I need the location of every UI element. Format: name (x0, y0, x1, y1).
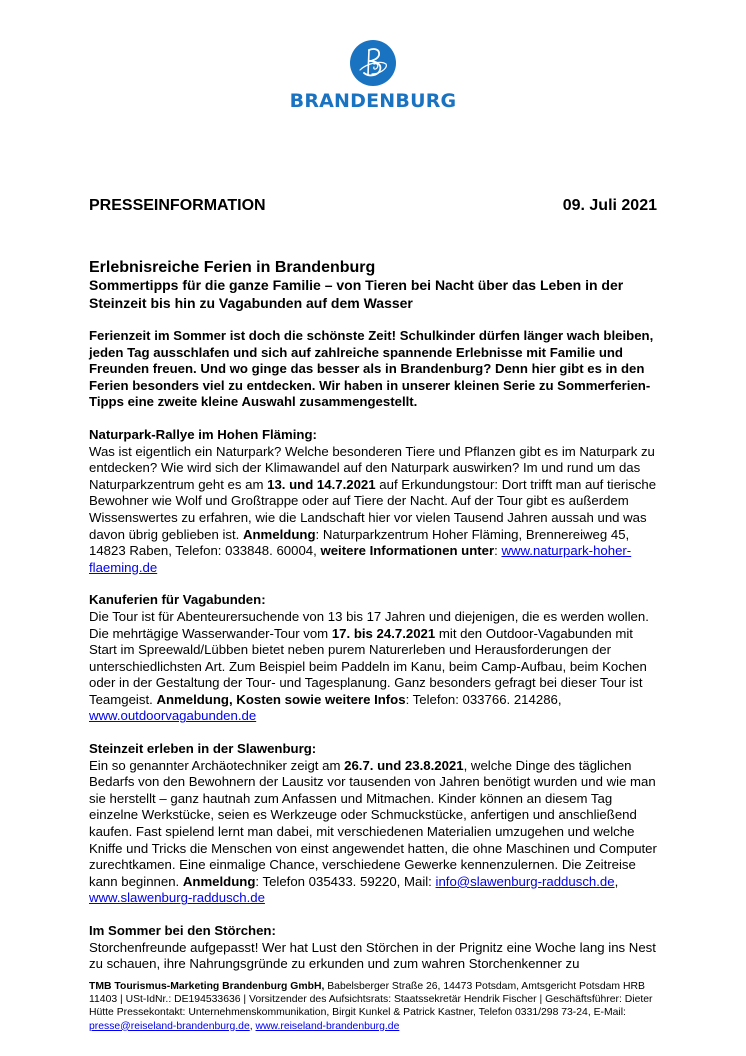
section-body (89, 609, 659, 725)
section-body (89, 758, 659, 907)
body-text: auf Erkundungstour: Dort trifft man auf tierische Bewohner wie Wolf und Großtrappe oder auf Tiere der Nacht. Auf der Tour gibt es außerdem Wissenswertes zu erfahren, wie die Landschaft hier vor vielen Tausend Jahren aussah und was davon übrig geblieben ist. (89, 476, 657, 542)
article (89, 258, 659, 973)
section-heading: Naturpark-Rallye im Hohen Fläming: (89, 426, 317, 442)
article-lead: Ferienzeit im Sommer ist doch die schönste Zeit! Schulkinder dürfen länger wach bleiben, jeden Tag ausschlafen und sich auf zahlreiche spannende Erlebnisse mit Familie und Freunden freuen. Und wo ginge das besser als in Brandenburg? Denn hier gibt es in den Ferien besonders viel zu entdecken. Wir haben in unserer kleinen Serie zu Sommerferien-Tipps eine zweite kleine Auswahl zusammengestellt. (89, 328, 654, 410)
press-header (89, 197, 657, 215)
event-dates: 17. bis 24.7.2021 (331, 625, 436, 641)
article-subtitle: Sommertipps für die ganze Familie – von Tieren bei Nacht über das Leben in der Steinzeit bis hin zu Vagabunden auf dem Wasser (89, 277, 624, 311)
section-stoerche (89, 923, 659, 973)
body-text: : Telefon: 033766. 214286, (405, 691, 562, 707)
more-info-label: weitere Informationen unter (320, 543, 495, 559)
press-date: 09. Juli 2021 (562, 197, 657, 214)
registration-label: Anmeldung, Kosten sowie weitere Infos (156, 691, 406, 707)
footer-company: TMB Tourismus-Marketing Brandenburg GmbH, (89, 981, 325, 992)
slawenburg-email-link[interactable]: info@slawenburg-raddusch.de (435, 873, 615, 889)
event-dates: 26.7. und 23.8.2021 (344, 757, 464, 773)
separator: , (614, 873, 619, 889)
article-title: Erlebnisreiche Ferien in Brandenburg (89, 259, 376, 276)
footer-website-link[interactable]: www.reiseland-brandenburg.de (255, 1020, 400, 1032)
separator: , (249, 1020, 256, 1032)
footer (89, 980, 659, 1033)
brandenburg-b-logo-icon (350, 40, 396, 86)
brand-name: BRANDENBURG (289, 90, 457, 112)
body-text: Ein so genannter Archäotechniker zeigt am (89, 757, 345, 773)
body-text: : Naturparkzentrum Hoher Fläming, Brennereiweg 45, 14823 Raben, Telefon: 033848. 60004, (89, 526, 630, 559)
body-text: : (494, 543, 502, 559)
body-text: Was ist eigentlich ein Naturpark? Welche besonderen Tiere und Pflanzen gibt es im Naturpark zu entdecken? Wie wird sich der Klimawandel auf den Naturpark auswirken? Im und rund um das Naturparkzentrum geht es am (89, 443, 655, 492)
event-dates: 13. und 14.7.2021 (267, 476, 376, 492)
body-text: , welche Dinge des täglichen Bedarfs von den Bewohnern der Lausitz vor tausenden von Jahren benötigt wurden und wie man sie herstellt – ganz hautnah zum Anfassen und Mitmachen. Kinder können an diesem Tag einzelne Werkstücke, seien es Werkzeuge oder Schmuckstücke, anfertigen und anschließend kaufen. Fast spielend lernt man dabei, mit verschiedenen Materialien umzugehen und welche Kniffe und Tricks die Menschen von einst angewendet hatten, die ohne Maschinen und Computer zurechtkamen. Eine einmalige Chance, verschiedene Gewerke kennenzulernen. Die Zeitreise kann beginnen. (89, 757, 657, 889)
section-body: Storchenfreunde aufgepasst! Wer hat Lust den Störchen in der Prignitz eine Woche lang ins Nest zu schauen, ihre Nahrungsgründe zu erkunden und zum wahren Storchenkenner zu (89, 939, 656, 972)
section-heading: Im Sommer bei den Störchen: (89, 923, 276, 938)
press-label: PRESSEINFORMATION (89, 197, 266, 214)
body-text: mit den Outdoor-Vagabunden mit Start im Spreewald/Lübben bietet neben purem Naturerleben und Herausforderungen der unterschiedlichsten Art. Zum Beispiel beim Paddeln im Kanu, beim Camp-Aufbau, beim Kochen oder in der Gestaltung der Tour- und Tagesplanung. Ganz besonders gefragt bei dieser Tour ist Teamgeist. (89, 625, 647, 707)
outdoorvagabunden-link[interactable]: www.outdoorvagabunden.de (89, 708, 257, 724)
section-kanuferien (89, 592, 659, 725)
section-heading: Steinzeit erleben in der Slawenburg: (89, 741, 317, 757)
section-slawenburg (89, 741, 659, 907)
footer-text: Babelsberger Straße 26, 14473 Potsdam, Amtsgericht Potsdam HRB 11403 | USt-IdNr.: DE194533636 | Vorsitzender des Aufsichtsrats: Staatssekretär Hendrik Fischer | Geschäftsführer: Dieter Hütte Pressekontakt: Unternehmenskommunikation, Birgit Kunkel & Patrick Kastner, Telefon 0331/298 73-24, E-Mail: (89, 981, 653, 1019)
brand-logo (0, 40, 746, 112)
section-naturpark (89, 427, 659, 576)
section-body (89, 444, 659, 577)
footer-email-link[interactable]: presse@reiseland-brandenburg.de (89, 1020, 250, 1032)
body-text: Die Tour ist für Abenteurersuchende von 13 bis 17 Jahren und diejenigen, die es werden wollen. Die mehrtägige Wasserwander-Tour vom (89, 608, 649, 641)
section-heading: Kanuferien für Vagabunden: (89, 592, 266, 608)
body-text: : Telefon 035433. 59220, Mail: (255, 873, 436, 889)
naturpark-link[interactable]: www.naturpark-hoher-flaeming.de (89, 543, 632, 575)
registration-label: Anmeldung (242, 526, 316, 542)
slawenburg-website-link[interactable]: www.slawenburg-raddusch.de (89, 890, 265, 906)
registration-label: Anmeldung (182, 873, 256, 889)
